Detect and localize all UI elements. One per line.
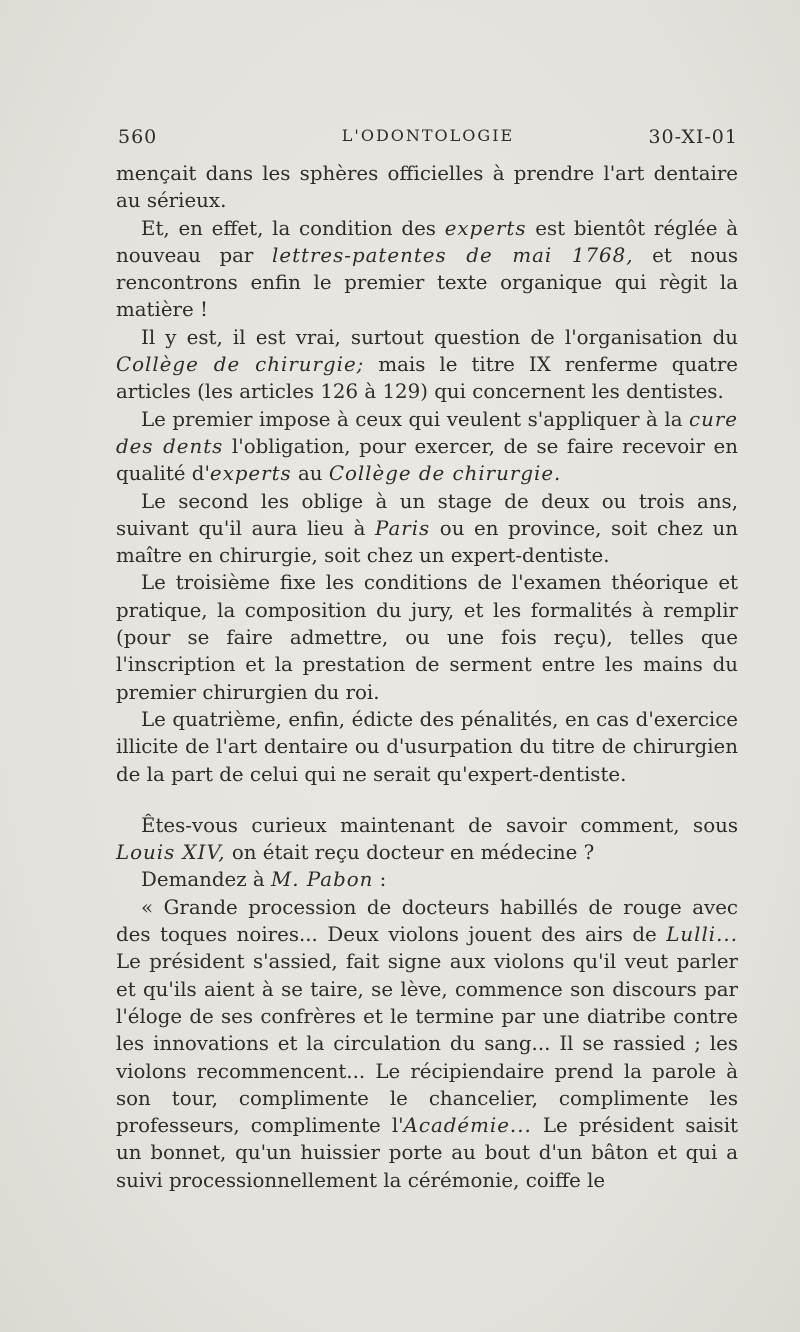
text-run: l'obligation, pour exercer, de se faire recevoir en qualité d': [116, 434, 738, 486]
italic-run: cure des dents: [116, 407, 738, 458]
text-run: est bientôt réglée à nouveau par: [116, 216, 738, 267]
italic-run: experts: [209, 462, 292, 486]
paragraph: [116, 488, 738, 570]
italic-run: Académie...: [403, 1114, 532, 1138]
italic-run: experts: [444, 216, 527, 240]
paragraph: [116, 215, 738, 324]
italic-run: Louis XIV,: [116, 841, 226, 865]
page-number: 560: [118, 126, 158, 148]
text-run: Et, en effet, la condition des: [141, 216, 445, 240]
text-run: Demandez à: [141, 868, 272, 892]
text-run: et nous rencontrons enfin le premier texte organique qui règit la matière !: [116, 243, 739, 322]
text-run: :: [373, 868, 387, 892]
italic-run: Paris: [375, 516, 431, 540]
issue-date: 30-XI-01: [648, 126, 738, 148]
body-text: [116, 160, 738, 1194]
journal-title: L'ODONTOLOGIE: [341, 126, 515, 145]
paragraph: [116, 324, 738, 406]
text-run: Le second les oblige à un stage de deux ou trois ans, suivant qu'il aura lieu à: [116, 489, 738, 540]
text-run: Le président s'assied, fait signe aux violons qu'il veut parler et qu'ils aient à se taire, se lève, commence son discours par l'éloge de ses confrères et le termine par une diatribe contre les innovations et la circulation du sang... Il se rassied ; les violons recommencent... Le récipiendaire prend la parole à son tour, complimente le chancelier, complimente les professeurs, complimente l': [116, 950, 738, 1138]
text-run: Le président saisit un bonnet, qu'un huissier porte au bout d'un bâton et qui a suivi processionnellement la cérémonie, coiffe le: [116, 1114, 738, 1192]
paragraph: [116, 706, 738, 788]
text-run: mais le titre IX renferme quatre articles (les articles 126 à 129) qui concernent les dentistes.: [116, 353, 738, 404]
running-header: [118, 126, 738, 156]
italic-run: M. Pabon: [271, 868, 374, 892]
text-run: Êtes-vous curieux maintenant de savoir comment, sous: [141, 813, 738, 837]
text-run: « Grande procession de docteurs habillés de rouge avec des toques noires... Deux violons jouent des airs de: [116, 895, 738, 947]
paragraph: [116, 866, 738, 893]
text-run: Le quatrième, enfin, édicte des pénalités, en cas d'exercice illicite de l'art dentaire ou d'usurpation du titre de chirurgien de la part de celui qui ne serait qu'expert-dentiste.: [116, 707, 738, 786]
italic-run: Lulli...: [666, 923, 738, 947]
text-run: mençait dans les sphères officielles à prendre l'art dentaire au sérieux.: [116, 162, 738, 213]
text-run: Il y est, il est vrai, surtout question de l'organisation du: [141, 325, 738, 349]
text-run: on était reçu docteur en médecine ?: [225, 841, 595, 865]
italic-run: lettres-patentes de mai 1768,: [272, 243, 634, 267]
text-run: au: [291, 462, 329, 486]
text-run: Le troisième fixe les conditions de l'examen théorique et pratique, la composition du jury, et les formalités à remplir (pour se faire admettre, ou une fois reçu), telles que l'inscription et la prestation de serment entre les mains du premier chirurgien du roi.: [116, 571, 738, 704]
paragraph: [116, 406, 738, 488]
paragraph: [116, 894, 738, 1194]
paragraph: [116, 812, 738, 867]
text-run: ou en province, soit chez un maître en chirurgie, soit chez un expert-dentiste.: [116, 516, 738, 568]
paragraph: [116, 569, 738, 705]
text-run: Le premier impose à ceux qui veulent s'appliquer à la: [141, 407, 690, 431]
paragraph: [116, 160, 738, 215]
section-gap: [116, 788, 738, 812]
italic-run: Collège de chirurgie.: [328, 462, 562, 486]
italic-run: Collège de chirurgie;: [116, 353, 365, 377]
